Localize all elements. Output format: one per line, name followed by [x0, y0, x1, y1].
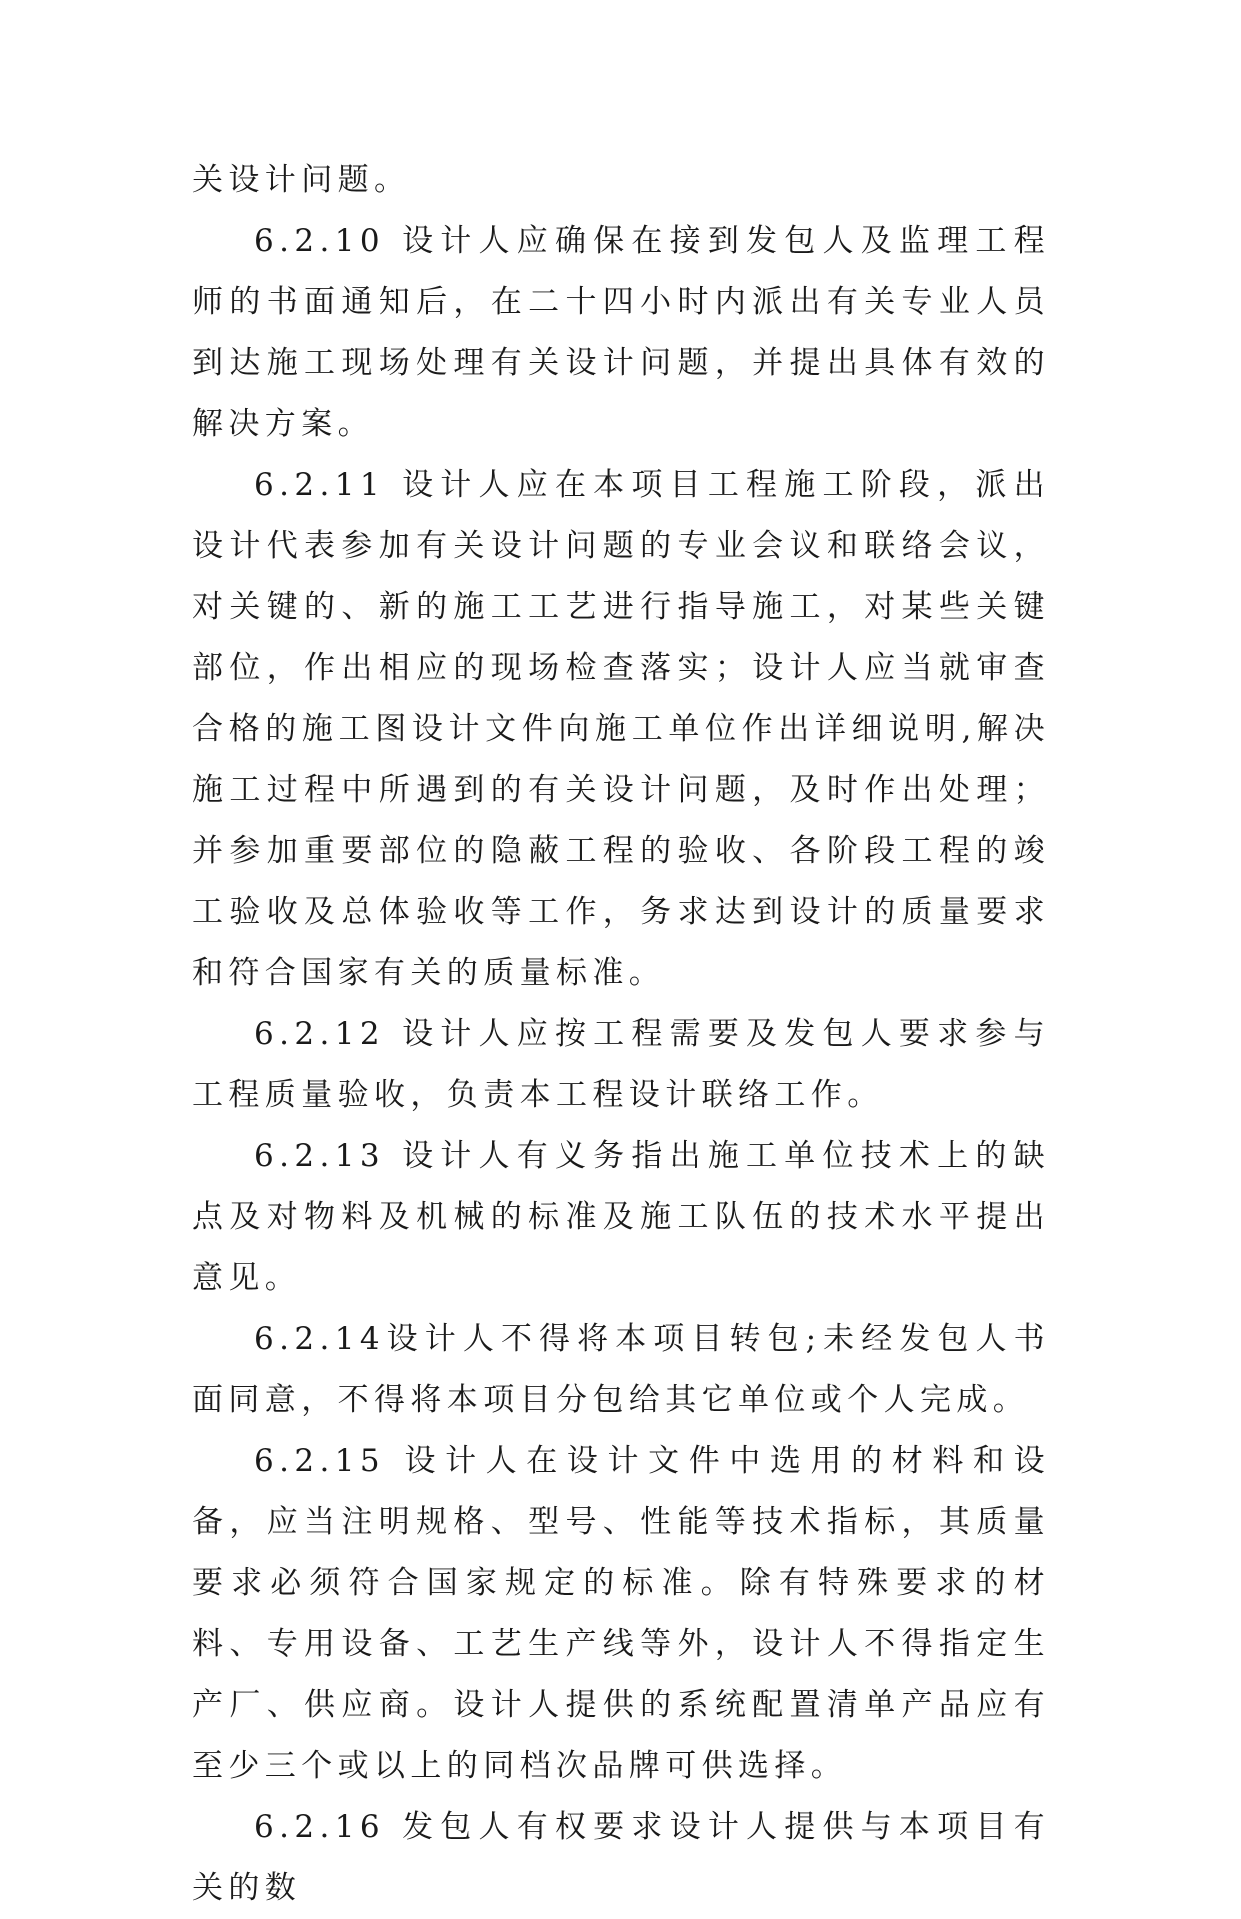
paragraph-6-2-14: 6.2.14设计人不得将本项目转包;未经发包人书面同意，不得将本项目分包给其它单位或个人完成。 [192, 1321, 1050, 1418]
paragraph-continuation: 关设计问题。 [192, 162, 411, 198]
paragraph-6-2-11: 6.2.11 设计人应在本项目工程施工阶段，派出设计代表参加有关设计问题的专业会议和联络会议，对关键的、新的施工工艺进行指导施工，对某些关键部位，作出相应的现场检查落实；设计人应当就审查合格的施工图设计文件向施工单位作出详细说明,解决施工过程中所遇到的有关设计问题，及时作出处理；并参加重要部位的隐蔽工程的验收、各阶段工程的竣工验收及总体验收等工作，务求达到设计的质量要求和符合国家有关的质量标准。 [192, 467, 1050, 991]
paragraph-6-2-12: 6.2.12 设计人应按工程需要及发包人要求参与工程质量验收，负责本工程设计联络工作。 [192, 1016, 1050, 1113]
paragraph-6-2-15: 6.2.15 设计人在设计文件中选用的材料和设备，应当注明规格、型号、性能等技术指标，其质量要求必须符合国家规定的标准。除有特殊要求的材料、专用设备、工艺生产线等外，设计人不得指定生产厂、供应商。设计人提供的系统配置清单产品应有至少三个或以上的同档次品牌可供选择。 [192, 1443, 1050, 1784]
document-body [192, 150, 1050, 1919]
paragraph-6-2-16: 6.2.16 发包人有权要求设计人提供与本项目有关的数 [192, 1809, 1050, 1906]
paragraph-6-2-10: 6.2.10 设计人应确保在接到发包人及监理工程师的书面通知后，在二十四小时内派出有关专业人员到达施工现场处理有关设计问题，并提出具体有效的解决方案。 [192, 223, 1050, 442]
paragraph-6-2-13: 6.2.13 设计人有义务指出施工单位技术上的缺点及对物料及机械的标准及施工队伍的技术水平提出意见。 [192, 1138, 1050, 1296]
